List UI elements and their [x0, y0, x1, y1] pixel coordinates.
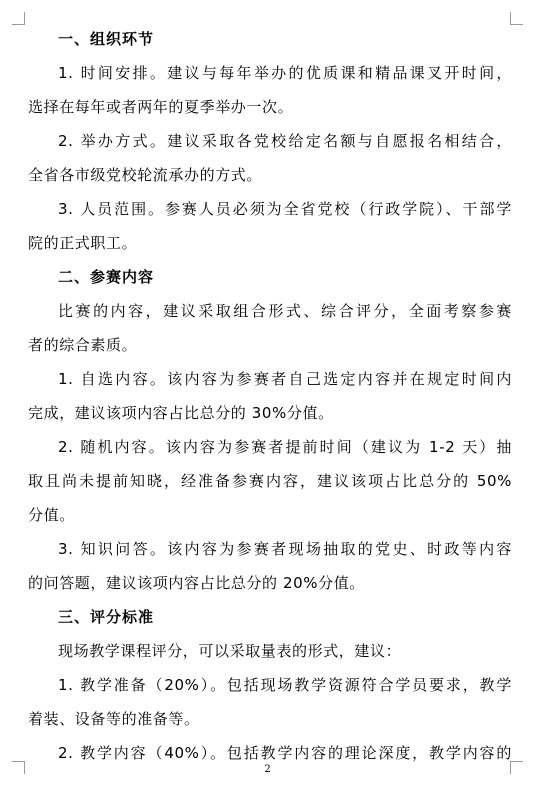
- paragraph-line: 比赛的内容，建议采取组合形式、综合评分，全面考察参赛: [58, 302, 512, 320]
- paragraph-line: 完成，建议该项内容占比总分的 30%分值。: [28, 404, 334, 422]
- section-heading-contest-content: 二、参赛内容: [58, 268, 155, 286]
- paragraph-line: 现场教学课程评分，可以采取量表的形式，建议：: [58, 642, 402, 660]
- paragraph-line: 选择在每年或者两年的夏季举办一次。: [28, 98, 294, 116]
- paragraph-line: 者的综合素质。: [28, 336, 138, 354]
- paragraph-line: 2. 教学内容（40%）。包括教学内容的理论深度，教学内容的: [58, 744, 512, 762]
- paragraph-line: 2. 举办方式。建议采取各党校给定名额与自愿报名相结合，: [58, 132, 512, 150]
- paragraph-line: 3. 人员范围。参赛人员必须为全省党校（行政学院）、干部学: [58, 200, 512, 218]
- crop-mark-top-left: [12, 12, 25, 25]
- document-body: [28, 22, 512, 770]
- paragraph-line: 的问答题，建议该项内容占比总分的 20%分值。: [28, 574, 365, 592]
- paragraph-line: 着装、设备等的准备等。: [28, 710, 200, 728]
- paragraph-line: 取且尚未提前知晓，经准备参赛内容，建议该项占比总分的 50%: [28, 472, 512, 490]
- paragraph-line: 院的正式职工。: [28, 234, 138, 252]
- paragraph-line: 3. 知识问答。该内容为参赛者现场抽取的党史、时政等内容: [58, 540, 512, 558]
- paragraph-line: 2. 随机内容。该内容为参赛者提前时间（建议为 1-2 天）抽: [58, 438, 512, 456]
- paragraph-line: 1. 自选内容。该内容为参赛者自己选定内容并在规定时间内: [58, 370, 512, 388]
- section-heading-organization: 一、组织环节: [58, 30, 155, 48]
- paragraph-line: 1. 教学准备（20%）。包括现场教学资源符合学员要求，教学: [58, 676, 512, 694]
- section-heading-scoring-criteria: 三、评分标准: [58, 608, 155, 626]
- paragraph-line: 全省各市级党校轮流承办的方式。: [28, 166, 263, 184]
- paragraph-line: 分值。: [28, 506, 75, 524]
- paragraph-line: 1. 时间安排。建议与每年举办的优质课和精品课叉开时间，: [58, 64, 512, 82]
- page-number: 2: [264, 764, 271, 775]
